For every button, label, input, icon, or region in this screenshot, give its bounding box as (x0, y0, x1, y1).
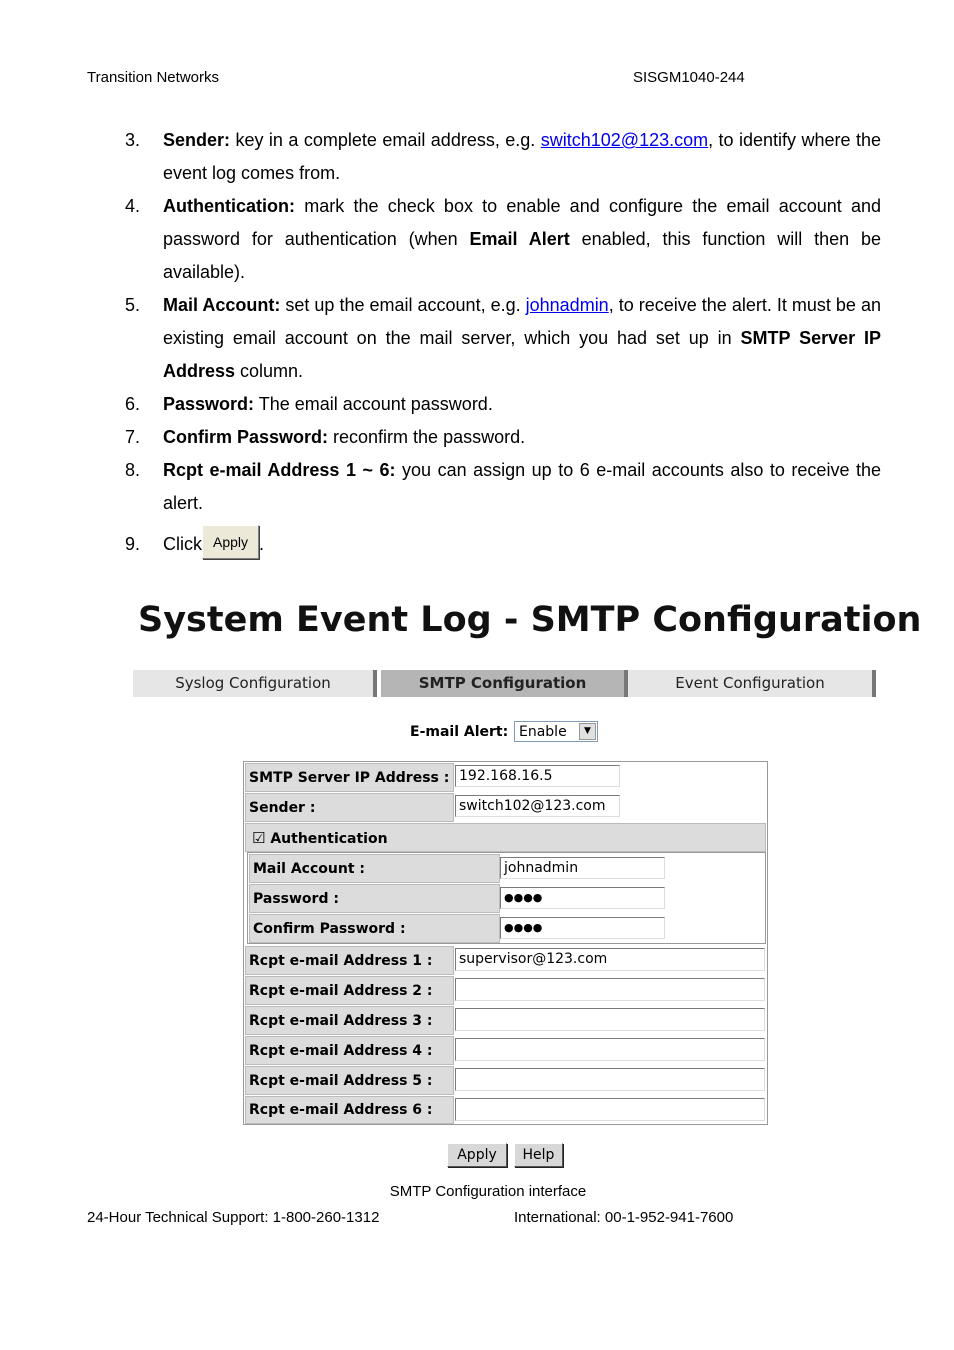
authentication-row (245, 823, 766, 852)
footer-support: 24-Hour Technical Support: 1-800-260-1312 (87, 1209, 380, 1226)
step-5: 5. Mail Account: set up the email account, e.g. johnadmin, to receive the alert. It must be an existing email account on the mail server, which you had set up in SMTP Server IP Address column. (125, 289, 881, 388)
step-8: 8. Rcpt e-mail Address 1 ~ 6: you can assign up to 6 e-mail accounts also to receive the alert. (125, 454, 881, 520)
rcpt-address-3-input[interactable] (455, 1008, 765, 1031)
step-7: 7. Confirm Password: reconfirm the password. (125, 421, 881, 454)
authentication-label: Authentication (270, 831, 388, 847)
email-alert-select[interactable] (514, 721, 598, 742)
rcpt-address-5-input[interactable] (455, 1068, 765, 1091)
step-9: 9. Click Apply . (125, 528, 881, 561)
password-input[interactable]: ●●●● (500, 887, 665, 909)
step-label: Confirm Password: (163, 427, 329, 447)
step-4: 4. Authentication: mark the check box to enable and configure the email account and password for authentication (when Email Alert enabled, this function will then be available). (125, 190, 881, 289)
rcpt-address-4-label: Rcpt e-mail Address 4 : (245, 1036, 454, 1065)
step-number: 3. (125, 130, 141, 150)
rcpt-address-2-label: Rcpt e-mail Address 2 : (245, 976, 454, 1005)
smtp-server-ip-label: SMTP Server IP Address : (245, 763, 454, 792)
tab-syslog-configuration[interactable]: Syslog Configuration (133, 670, 377, 697)
mail-account-input[interactable]: johnadmin (500, 857, 665, 879)
step-label: Password: (163, 394, 255, 414)
smtp-server-ip-input[interactable]: 192.168.16.5 (455, 765, 620, 787)
step-3: 3. Sender: key in a complete email address, e.g. switch102@123.com, to identify where the event log comes from. (125, 124, 881, 190)
step-number: 5. (125, 295, 141, 315)
step-label: Authentication: (163, 196, 295, 216)
password-label: Password : (249, 884, 500, 913)
step-number: 7. (125, 427, 141, 447)
tab-event-configuration[interactable]: Event Configuration (628, 670, 876, 697)
smtp-page-title: System Event Log - SMTP Configuration (138, 600, 922, 640)
rcpt-address-1-input[interactable]: supervisor@123.com (455, 948, 765, 971)
step-number: 9. (125, 534, 141, 554)
step-number: 4. (125, 196, 141, 216)
email-alert-label: E-mail Alert: (410, 724, 509, 740)
smtp-config-panel (243, 761, 768, 1125)
confirm-password-input[interactable]: ●●●● (500, 917, 665, 939)
rcpt-address-1-label: Rcpt e-mail Address 1 : (245, 946, 454, 975)
step-number: 8. (125, 460, 141, 480)
step-number: 6. (125, 394, 141, 414)
chevron-down-icon[interactable]: ▼ (579, 723, 596, 740)
step-label: Sender: (163, 130, 231, 150)
config-tabs (133, 670, 876, 697)
auth-subtable (247, 852, 766, 944)
email-alert-value: Enable (519, 724, 567, 740)
sender-input[interactable]: switch102@123.com (455, 795, 620, 817)
confirm-password-label: Confirm Password : (249, 914, 500, 943)
apply-button[interactable]: Apply (447, 1143, 507, 1167)
rcpt-address-3-label: Rcpt e-mail Address 3 : (245, 1006, 454, 1035)
sender-label: Sender : (245, 793, 454, 822)
tab-smtp-configuration[interactable]: SMTP Configuration (381, 670, 628, 697)
rcpt-address-6-input[interactable] (455, 1098, 765, 1121)
authentication-checkbox[interactable]: ☑ (252, 829, 266, 847)
footer-international: International: 00-1-952-941-7600 (514, 1209, 734, 1226)
step-label: Mail Account: (163, 295, 281, 315)
sender-example-link[interactable]: switch102@123.com (540, 130, 709, 150)
header-right: SISGM1040-244 (633, 69, 745, 86)
inline-apply-button[interactable]: Apply (202, 525, 259, 559)
header-left: Transition Networks (87, 69, 219, 86)
rcpt-address-5-label: Rcpt e-mail Address 5 : (245, 1066, 454, 1095)
rcpt-address-2-input[interactable] (455, 978, 765, 1001)
step-6: 6. Password: The email account password. (125, 388, 881, 421)
figure-caption: SMTP Configuration interface (389, 1183, 587, 1200)
steps-list (125, 124, 881, 561)
rcpt-address-4-input[interactable] (455, 1038, 765, 1061)
step-label: Rcpt e-mail Address 1 ~ 6: (163, 460, 396, 480)
mail-account-example-link[interactable]: johnadmin (525, 295, 609, 315)
help-button[interactable]: Help (514, 1143, 563, 1167)
rcpt-address-6-label: Rcpt e-mail Address 6 : (245, 1096, 454, 1124)
mail-account-label: Mail Account : (249, 854, 500, 883)
